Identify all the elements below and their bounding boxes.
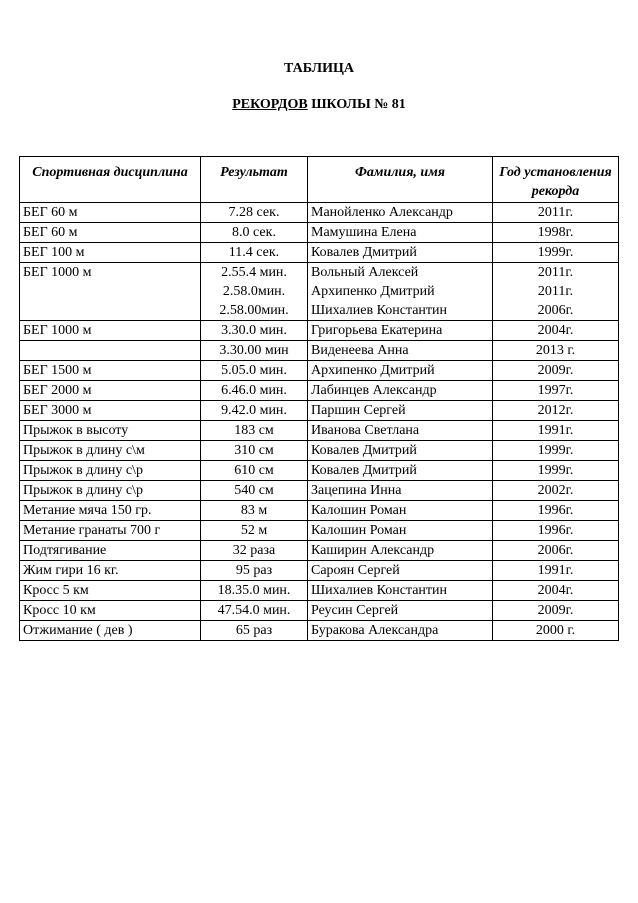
cell-year-line: 1999г. (537, 443, 574, 458)
cell-year-line: 1998г. (537, 225, 574, 240)
cell-year (493, 581, 619, 601)
cell-year-line: 2013 г. (535, 343, 576, 358)
cell-discipline: Кросс 5 км (20, 581, 201, 601)
cell-year (493, 321, 619, 341)
cell-result (201, 421, 308, 441)
cell-result (201, 321, 308, 341)
cell-result-line: 3.30.0 мин. (221, 323, 287, 338)
records-table (19, 156, 619, 641)
table-row (20, 501, 619, 521)
cell-year-line: 2011г. (537, 265, 574, 280)
cell-year (493, 203, 619, 223)
cell-year (493, 621, 619, 641)
cell-name-line: Ковалев Дмитрий (311, 443, 417, 458)
table-row (20, 621, 619, 641)
cell-year-line: 1996г. (537, 523, 574, 538)
cell-name (308, 541, 493, 561)
table-row (20, 421, 619, 441)
cell-result-line: 83 м (240, 503, 268, 518)
cell-year-line: 2000 г. (535, 623, 576, 638)
cell-year-line: 2002г. (537, 483, 574, 498)
cell-name (308, 401, 493, 421)
cell-year (493, 521, 619, 541)
cell-name (308, 521, 493, 541)
cell-discipline: Прыжок в длину с\р (20, 461, 201, 481)
cell-name (308, 581, 493, 601)
cell-year (493, 501, 619, 521)
cell-result-line: 32 раза (232, 543, 276, 558)
table-row (20, 361, 619, 381)
cell-result-line: 11.4 сек. (228, 245, 280, 260)
cell-result (201, 481, 308, 501)
cell-discipline: БЕГ 60 м (20, 223, 201, 243)
cell-discipline: БЕГ 100 м (20, 243, 201, 263)
cell-year-line: 2006г. (537, 303, 574, 318)
cell-result (201, 621, 308, 641)
table-row (20, 401, 619, 421)
table-row (20, 441, 619, 461)
table-header-row (20, 157, 619, 203)
cell-result (201, 223, 308, 243)
cell-name (308, 263, 493, 321)
cell-discipline: Подтягивание (20, 541, 201, 561)
cell-year-line: 2004г. (537, 323, 574, 338)
document-subtitle (0, 97, 638, 113)
cell-year (493, 421, 619, 441)
cell-name-line: Шихалиев Константин (311, 583, 448, 598)
cell-name-line: Виденеева Анна (311, 343, 409, 358)
header-discipline: Спортивная дисциплина (20, 157, 201, 203)
cell-year-line: 2009г. (537, 603, 574, 618)
table-row (20, 541, 619, 561)
table-row (20, 381, 619, 401)
cell-result (201, 461, 308, 481)
cell-discipline: Прыжок в длину с\р (20, 481, 201, 501)
cell-name-line: Зацепина Инна (311, 483, 402, 498)
cell-result (201, 521, 308, 541)
cell-year-line: 1997г. (537, 383, 574, 398)
cell-name (308, 243, 493, 263)
document-title: ТАБЛИЦА (284, 61, 354, 76)
cell-discipline: БЕГ 60 м (20, 203, 201, 223)
cell-name (308, 601, 493, 621)
cell-name (308, 361, 493, 381)
cell-year (493, 401, 619, 421)
cell-name (308, 421, 493, 441)
table-row (20, 203, 619, 223)
table-row (20, 263, 619, 321)
cell-result (201, 581, 308, 601)
cell-year (493, 541, 619, 561)
cell-result (201, 601, 308, 621)
cell-name-line: Калошин Роман (311, 523, 407, 538)
cell-year (493, 441, 619, 461)
cell-result (201, 243, 308, 263)
cell-discipline: Отжимание ( дев ) (20, 621, 201, 641)
cell-result (201, 541, 308, 561)
cell-year-line: 2006г. (537, 543, 574, 558)
cell-result-line: 310 см (234, 443, 274, 458)
cell-name-line: Каширин Александр (311, 543, 435, 558)
cell-name (308, 441, 493, 461)
table-row (20, 341, 619, 361)
cell-year-line: 2009г. (537, 363, 574, 378)
cell-result-line: 2.55.4 мин. (221, 265, 287, 280)
cell-name-line: Архипенко Дмитрий (311, 284, 435, 299)
cell-name-line: Сароян Сергей (311, 563, 400, 578)
cell-name-line: Реусин Сергей (311, 603, 399, 618)
cell-discipline: Прыжок в длину с\м (20, 441, 201, 461)
cell-result (201, 341, 308, 361)
cell-result-line: 65 раз (235, 623, 273, 638)
cell-result (201, 381, 308, 401)
cell-result-line: 6.46.0 мин. (221, 383, 287, 398)
cell-year (493, 243, 619, 263)
cell-year (493, 461, 619, 481)
cell-discipline: Жим гири 16 кг. (20, 561, 201, 581)
cell-name-line: Архипенко Дмитрий (311, 363, 435, 378)
header-result: Результат (201, 157, 308, 203)
cell-name (308, 461, 493, 481)
cell-discipline: БЕГ 1000 м (20, 263, 201, 321)
table-row (20, 561, 619, 581)
cell-name-line: Мамушина Елена (311, 225, 417, 240)
header-name: Фамилия, имя (308, 157, 493, 203)
cell-name-line: Калошин Роман (311, 503, 407, 518)
records-body (20, 203, 619, 641)
cell-result (201, 263, 308, 321)
table-row (20, 581, 619, 601)
cell-name (308, 621, 493, 641)
cell-result (201, 441, 308, 461)
cell-name-line: Иванова Светлана (311, 423, 420, 438)
table-row (20, 601, 619, 621)
cell-discipline: БЕГ 1000 м (20, 321, 201, 341)
cell-name-line: Ковалев Дмитрий (311, 245, 417, 260)
cell-year-line: 1991г. (537, 563, 574, 578)
cell-result-line: 2.58.00мин. (219, 303, 289, 318)
cell-year-line: 2011г. (537, 205, 574, 220)
cell-name (308, 223, 493, 243)
cell-year-line: 2004г. (537, 583, 574, 598)
cell-result (201, 401, 308, 421)
table-row (20, 223, 619, 243)
cell-year-line: 1996г. (537, 503, 574, 518)
cell-discipline: Кросс 10 км (20, 601, 201, 621)
cell-year-line: 1999г. (537, 463, 574, 478)
cell-result (201, 361, 308, 381)
cell-result-line: 47.54.0 мин. (217, 603, 291, 618)
cell-name-line: Манойленко Александр (311, 205, 453, 220)
cell-result-line: 3.30.00 мин (219, 343, 289, 358)
cell-result (201, 501, 308, 521)
cell-result-line: 610 см (234, 463, 274, 478)
cell-result-line: 5.05.0 мин. (221, 363, 287, 378)
cell-discipline: Метание мяча 150 гр. (20, 501, 201, 521)
cell-name (308, 381, 493, 401)
cell-name (308, 501, 493, 521)
cell-discipline: БЕГ 1500 м (20, 361, 201, 381)
cell-year (493, 361, 619, 381)
cell-name-line: Вольный Алексей (311, 265, 419, 280)
cell-result-line: 7.28 сек. (228, 205, 280, 220)
cell-name-line: Шихалиев Константин (311, 303, 448, 318)
cell-year (493, 561, 619, 581)
cell-discipline: Прыжок в высоту (20, 421, 201, 441)
cell-discipline: БЕГ 3000 м (20, 401, 201, 421)
cell-year (493, 263, 619, 321)
cell-result (201, 203, 308, 223)
cell-result-line: 18.35.0 мин. (217, 583, 291, 598)
table-row (20, 481, 619, 501)
cell-year (493, 601, 619, 621)
table-row (20, 461, 619, 481)
cell-result-line: 52 м (240, 523, 268, 538)
cell-result-line: 9.42.0 мин. (221, 403, 287, 418)
cell-name-line: Лабинцев Александр (311, 383, 437, 398)
cell-discipline: Метание гранаты 700 г (20, 521, 201, 541)
cell-year-line: 1999г. (537, 245, 574, 260)
subtitle-rest: ШКОЛЫ № 81 (307, 97, 406, 112)
cell-name (308, 341, 493, 361)
cell-result-line: 2.58.0мин. (222, 284, 286, 299)
subtitle-underlined: РЕКОРДОВ (232, 97, 308, 112)
cell-name (308, 561, 493, 581)
cell-name (308, 203, 493, 223)
cell-name (308, 321, 493, 341)
cell-year-line: 1991г. (537, 423, 574, 438)
cell-result-line: 183 см (234, 423, 274, 438)
cell-result-line: 540 см (234, 483, 274, 498)
header-year: Год установления рекорда (493, 157, 619, 203)
cell-result-line: 95 раз (235, 563, 273, 578)
cell-discipline (20, 341, 201, 361)
table-row (20, 243, 619, 263)
cell-year (493, 223, 619, 243)
cell-year-line: 2012г. (537, 403, 574, 418)
cell-name-line: Ковалев Дмитрий (311, 463, 417, 478)
cell-year (493, 481, 619, 501)
cell-name-line: Паршин Сергей (311, 403, 406, 418)
table-row (20, 321, 619, 341)
cell-year (493, 381, 619, 401)
cell-name-line: Буракова Александра (311, 623, 439, 638)
cell-year-line: 2011г. (537, 284, 574, 299)
cell-year (493, 341, 619, 361)
cell-result (201, 561, 308, 581)
table-row (20, 521, 619, 541)
cell-result-line: 8.0 сек. (232, 225, 276, 240)
cell-name (308, 481, 493, 501)
cell-discipline: БЕГ 2000 м (20, 381, 201, 401)
cell-name-line: Григорьева Екатерина (311, 323, 443, 338)
